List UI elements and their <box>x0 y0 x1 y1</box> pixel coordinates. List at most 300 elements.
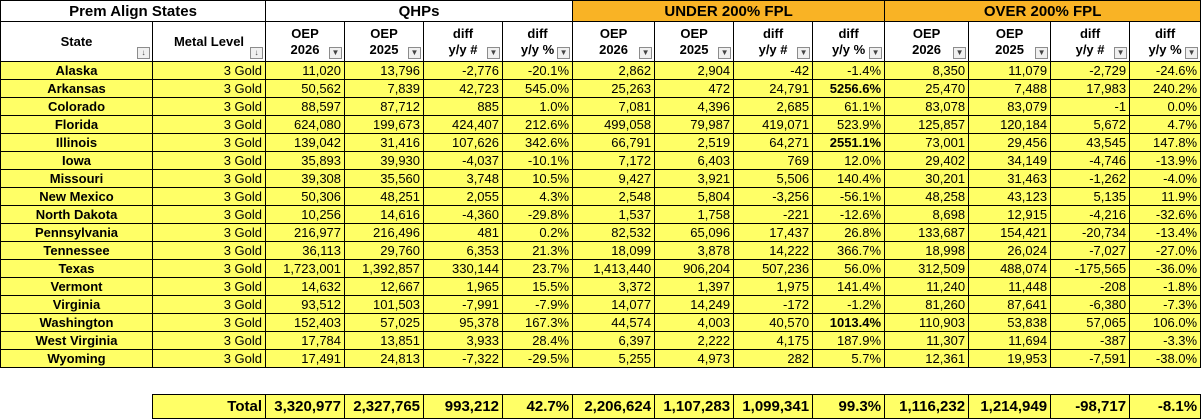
value-cell[interactable]: 769 <box>734 152 813 170</box>
empty-cell[interactable] <box>1051 368 1130 386</box>
empty-cell[interactable] <box>734 368 813 386</box>
state-cell[interactable]: Virginia <box>1 296 153 314</box>
value-cell[interactable]: 36,113 <box>266 242 345 260</box>
value-cell[interactable]: 167.3% <box>503 314 573 332</box>
metal-level-cell[interactable]: 3 Gold <box>153 134 266 152</box>
filter-dropdown-icon[interactable]: ▼ <box>1185 47 1198 59</box>
qhp-oep-2025-header[interactable] <box>345 22 424 62</box>
value-cell[interactable]: 5,804 <box>655 188 734 206</box>
value-cell[interactable]: 35,560 <box>345 170 424 188</box>
value-cell[interactable]: 14,249 <box>655 296 734 314</box>
value-cell[interactable]: -29.8% <box>503 206 573 224</box>
state-column-header[interactable] <box>1 22 153 62</box>
value-cell[interactable]: 88,597 <box>266 98 345 116</box>
value-cell[interactable]: 17,784 <box>266 332 345 350</box>
value-cell[interactable]: 15.5% <box>503 278 573 296</box>
value-cell[interactable]: 120,184 <box>969 116 1051 134</box>
metal-level-cell[interactable]: 3 Gold <box>153 260 266 278</box>
value-cell[interactable]: 39,930 <box>345 152 424 170</box>
value-cell[interactable]: 11,240 <box>885 278 969 296</box>
value-cell[interactable]: 83,078 <box>885 98 969 116</box>
value-cell[interactable]: 624,080 <box>266 116 345 134</box>
state-cell[interactable]: Illinois <box>1 134 153 152</box>
value-cell[interactable]: 1,975 <box>734 278 813 296</box>
qhp-oep-2026-header[interactable] <box>266 22 345 62</box>
value-cell[interactable]: 2,904 <box>655 62 734 80</box>
under-oep-2025-header[interactable] <box>655 22 734 62</box>
value-cell[interactable]: 6,353 <box>424 242 503 260</box>
value-cell[interactable]: 0.2% <box>503 224 573 242</box>
sheet-title[interactable]: Prem Align States <box>1 1 266 22</box>
value-cell[interactable]: 133,687 <box>885 224 969 242</box>
under-oep-2026-header[interactable] <box>573 22 655 62</box>
empty-cell[interactable] <box>424 368 503 386</box>
metal-level-cell[interactable]: 3 Gold <box>153 170 266 188</box>
state-cell[interactable]: North Dakota <box>1 206 153 224</box>
filter-dropdown-icon[interactable]: ↓ <box>137 47 150 59</box>
filter-dropdown-icon[interactable]: ▼ <box>718 47 731 59</box>
value-cell[interactable]: 9,427 <box>573 170 655 188</box>
value-cell[interactable]: 12,915 <box>969 206 1051 224</box>
value-cell[interactable]: 240.2% <box>1130 80 1201 98</box>
value-cell[interactable]: 43,545 <box>1051 134 1130 152</box>
value-cell[interactable]: 330,144 <box>424 260 503 278</box>
value-cell[interactable]: 424,407 <box>424 116 503 134</box>
value-cell[interactable]: 1,758 <box>655 206 734 224</box>
empty-cell[interactable] <box>885 368 969 386</box>
value-cell[interactable]: 140.4% <box>813 170 885 188</box>
total-value-cell[interactable]: 1,099,341 <box>734 395 813 419</box>
filter-dropdown-icon[interactable]: ▼ <box>408 47 421 59</box>
value-cell[interactable]: 4.3% <box>503 188 573 206</box>
value-cell[interactable]: 1013.4% <box>813 314 885 332</box>
metal-level-column-header[interactable] <box>153 22 266 62</box>
value-cell[interactable]: -7.9% <box>503 296 573 314</box>
value-cell[interactable]: 3,372 <box>573 278 655 296</box>
value-cell[interactable]: 24,791 <box>734 80 813 98</box>
state-cell[interactable]: Arkansas <box>1 80 153 98</box>
metal-level-cell[interactable]: 3 Gold <box>153 278 266 296</box>
value-cell[interactable]: 11,307 <box>885 332 969 350</box>
value-cell[interactable]: 5,135 <box>1051 188 1130 206</box>
value-cell[interactable]: 82,532 <box>573 224 655 242</box>
value-cell[interactable]: 2,519 <box>655 134 734 152</box>
value-cell[interactable]: 35,893 <box>266 152 345 170</box>
metal-level-cell[interactable]: 3 Gold <box>153 224 266 242</box>
value-cell[interactable]: 199,673 <box>345 116 424 134</box>
filter-dropdown-icon[interactable]: ▼ <box>329 47 342 59</box>
value-cell[interactable]: 73,001 <box>885 134 969 152</box>
value-cell[interactable]: 10.5% <box>503 170 573 188</box>
value-cell[interactable]: 44,574 <box>573 314 655 332</box>
value-cell[interactable]: -13.4% <box>1130 224 1201 242</box>
value-cell[interactable]: -1,262 <box>1051 170 1130 188</box>
value-cell[interactable]: 212.6% <box>503 116 573 134</box>
value-cell[interactable]: 472 <box>655 80 734 98</box>
value-cell[interactable]: 17,491 <box>266 350 345 368</box>
value-cell[interactable]: 29,456 <box>969 134 1051 152</box>
value-cell[interactable]: 107,626 <box>424 134 503 152</box>
state-cell[interactable]: Colorado <box>1 98 153 116</box>
value-cell[interactable]: 18,099 <box>573 242 655 260</box>
value-cell[interactable]: 14,222 <box>734 242 813 260</box>
over-diff-yy-pct-header-label: diff <box>1154 25 1176 41</box>
state-cell[interactable]: Florida <box>1 116 153 134</box>
value-cell[interactable]: 5,672 <box>1051 116 1130 134</box>
empty-cell[interactable] <box>1130 368 1201 386</box>
filter-dropdown-icon[interactable]: ▼ <box>487 47 500 59</box>
empty-cell[interactable] <box>655 368 734 386</box>
empty-cell[interactable] <box>969 368 1051 386</box>
total-label[interactable]: Total <box>153 395 266 419</box>
value-cell[interactable]: 523.9% <box>813 116 885 134</box>
value-cell[interactable]: 57,025 <box>345 314 424 332</box>
value-cell[interactable]: 419,071 <box>734 116 813 134</box>
value-cell[interactable]: 13,796 <box>345 62 424 80</box>
value-cell[interactable]: 50,562 <box>266 80 345 98</box>
value-cell[interactable]: 57,065 <box>1051 314 1130 332</box>
value-cell[interactable]: 282 <box>734 350 813 368</box>
value-cell[interactable]: 545.0% <box>503 80 573 98</box>
value-cell[interactable]: 48,258 <box>885 188 969 206</box>
value-cell[interactable]: 7,839 <box>345 80 424 98</box>
value-cell[interactable]: -4,216 <box>1051 206 1130 224</box>
empty-cell[interactable] <box>345 368 424 386</box>
value-cell[interactable]: 7,172 <box>573 152 655 170</box>
value-cell[interactable]: 312,509 <box>885 260 969 278</box>
qhp-diff-yy-pct-header[interactable] <box>503 22 573 62</box>
over-200-fpl-group-header[interactable]: OVER 200% FPL <box>885 1 1201 22</box>
value-cell[interactable]: 83,079 <box>969 98 1051 116</box>
value-cell[interactable]: 1,397 <box>655 278 734 296</box>
value-cell[interactable]: -42 <box>734 62 813 80</box>
value-cell[interactable]: 87,712 <box>345 98 424 116</box>
empty-cell[interactable] <box>573 368 655 386</box>
value-cell[interactable]: 5256.6% <box>813 80 885 98</box>
empty-cell[interactable] <box>813 368 885 386</box>
value-cell[interactable]: 66,791 <box>573 134 655 152</box>
value-cell[interactable]: 7,488 <box>969 80 1051 98</box>
value-cell[interactable]: 93,512 <box>266 296 345 314</box>
metal-level-cell[interactable]: 3 Gold <box>153 62 266 80</box>
value-cell[interactable]: 4,973 <box>655 350 734 368</box>
value-cell[interactable]: 481 <box>424 224 503 242</box>
value-cell[interactable]: 21.3% <box>503 242 573 260</box>
value-cell[interactable]: 8,350 <box>885 62 969 80</box>
value-cell[interactable]: -4,360 <box>424 206 503 224</box>
value-cell[interactable]: 29,760 <box>345 242 424 260</box>
metal-level-cell[interactable]: 3 Gold <box>153 98 266 116</box>
value-cell[interactable]: 2551.1% <box>813 134 885 152</box>
value-cell[interactable]: 342.6% <box>503 134 573 152</box>
over-diff-yy-pct-header[interactable] <box>1130 22 1201 62</box>
metal-level-cell[interactable]: 3 Gold <box>153 206 266 224</box>
filter-dropdown-icon[interactable]: ▼ <box>557 47 570 59</box>
over-oep-2025-header[interactable] <box>969 22 1051 62</box>
value-cell[interactable]: 3,878 <box>655 242 734 260</box>
value-cell[interactable]: 2,055 <box>424 188 503 206</box>
value-cell[interactable]: -7,991 <box>424 296 503 314</box>
empty-cell[interactable] <box>1 368 153 386</box>
value-cell[interactable]: 64,271 <box>734 134 813 152</box>
value-cell[interactable]: 216,496 <box>345 224 424 242</box>
value-cell[interactable]: 2,685 <box>734 98 813 116</box>
value-cell[interactable]: 1,537 <box>573 206 655 224</box>
value-cell[interactable]: 5,255 <box>573 350 655 368</box>
value-cell[interactable]: 2,548 <box>573 188 655 206</box>
value-cell[interactable]: 40,570 <box>734 314 813 332</box>
empty-cell[interactable] <box>153 368 266 386</box>
value-cell[interactable]: 2,862 <box>573 62 655 80</box>
state-cell[interactable]: West Virginia <box>1 332 153 350</box>
value-cell[interactable]: 4,396 <box>655 98 734 116</box>
total-value-cell[interactable]: -98,717 <box>1051 395 1130 419</box>
value-cell[interactable]: 0.0% <box>1130 98 1201 116</box>
value-cell[interactable]: 1,413,440 <box>573 260 655 278</box>
metal-level-cell[interactable]: 3 Gold <box>153 80 266 98</box>
value-cell[interactable]: 7,081 <box>573 98 655 116</box>
value-cell[interactable]: 87,641 <box>969 296 1051 314</box>
value-cell[interactable]: 3,933 <box>424 332 503 350</box>
under-diff-yy-pct-header[interactable] <box>813 22 885 62</box>
filter-dropdown-icon[interactable]: ▼ <box>953 47 966 59</box>
value-cell[interactable]: 39,308 <box>266 170 345 188</box>
state-cell[interactable]: Alaska <box>1 62 153 80</box>
value-cell[interactable]: 4,175 <box>734 332 813 350</box>
value-cell[interactable]: -29.5% <box>503 350 573 368</box>
filter-dropdown-icon[interactable]: ↓ <box>250 47 263 59</box>
value-cell[interactable]: -221 <box>734 206 813 224</box>
value-cell[interactable]: -12.6% <box>813 206 885 224</box>
total-value-cell[interactable]: 3,320,977 <box>266 395 345 419</box>
value-cell[interactable]: 31,416 <box>345 134 424 152</box>
value-cell[interactable]: 154,421 <box>969 224 1051 242</box>
value-cell[interactable]: 43,123 <box>969 188 1051 206</box>
value-cell[interactable]: 885 <box>424 98 503 116</box>
under-diff-yy-num-header[interactable] <box>734 22 813 62</box>
state-cell[interactable]: Missouri <box>1 170 153 188</box>
value-cell[interactable]: 3,748 <box>424 170 503 188</box>
state-cell[interactable]: Wyoming <box>1 350 153 368</box>
state-cell[interactable]: Tennessee <box>1 242 153 260</box>
value-cell[interactable]: 17,437 <box>734 224 813 242</box>
value-cell[interactable]: 216,977 <box>266 224 345 242</box>
value-cell[interactable]: 34,149 <box>969 152 1051 170</box>
filter-dropdown-icon[interactable]: ▼ <box>639 47 652 59</box>
value-cell[interactable]: 139,042 <box>266 134 345 152</box>
value-cell[interactable]: 147.8% <box>1130 134 1201 152</box>
total-value-cell[interactable]: 2,206,624 <box>573 395 655 419</box>
value-cell[interactable]: 50,306 <box>266 188 345 206</box>
value-cell[interactable]: 106.0% <box>1130 314 1201 332</box>
value-cell[interactable]: 187.9% <box>813 332 885 350</box>
value-cell[interactable]: -38.0% <box>1130 350 1201 368</box>
metal-level-cell[interactable]: 3 Gold <box>153 116 266 134</box>
value-cell[interactable]: 48,251 <box>345 188 424 206</box>
value-cell[interactable]: 1.0% <box>503 98 573 116</box>
state-cell[interactable]: Pennsylvania <box>1 224 153 242</box>
value-cell[interactable]: 25,263 <box>573 80 655 98</box>
total-value-cell[interactable]: 99.3% <box>813 395 885 419</box>
metal-level-cell[interactable]: 3 Gold <box>153 152 266 170</box>
value-cell[interactable]: -4,037 <box>424 152 503 170</box>
value-cell[interactable]: -7,027 <box>1051 242 1130 260</box>
empty-cell <box>734 386 813 395</box>
value-cell[interactable]: 366.7% <box>813 242 885 260</box>
state-cell[interactable]: Iowa <box>1 152 153 170</box>
value-cell[interactable]: 3,921 <box>655 170 734 188</box>
total-value-cell[interactable]: 1,116,232 <box>885 395 969 419</box>
state-cell[interactable]: Vermont <box>1 278 153 296</box>
value-cell[interactable]: 5,506 <box>734 170 813 188</box>
value-cell[interactable]: 11,448 <box>969 278 1051 296</box>
value-cell[interactable]: 14,077 <box>573 296 655 314</box>
value-cell[interactable]: 5.7% <box>813 350 885 368</box>
value-cell[interactable]: 81,260 <box>885 296 969 314</box>
value-cell[interactable]: -3,256 <box>734 188 813 206</box>
value-cell[interactable]: 12,667 <box>345 278 424 296</box>
value-cell[interactable]: 42,723 <box>424 80 503 98</box>
value-cell[interactable]: 11,079 <box>969 62 1051 80</box>
value-cell[interactable]: 53,838 <box>969 314 1051 332</box>
value-cell[interactable]: -175,565 <box>1051 260 1130 278</box>
value-cell[interactable]: 23.7% <box>503 260 573 278</box>
value-cell[interactable]: 65,096 <box>655 224 734 242</box>
value-cell[interactable]: -20.1% <box>503 62 573 80</box>
value-cell[interactable]: 11,020 <box>266 62 345 80</box>
value-cell[interactable]: -36.0% <box>1130 260 1201 278</box>
value-cell[interactable]: -13.9% <box>1130 152 1201 170</box>
metal-level-cell[interactable]: 3 Gold <box>153 188 266 206</box>
value-cell[interactable]: 79,987 <box>655 116 734 134</box>
over-oep-2026-header[interactable] <box>885 22 969 62</box>
value-cell[interactable]: 28.4% <box>503 332 573 350</box>
total-value-cell[interactable]: 42.7% <box>503 395 573 419</box>
value-cell[interactable]: 95,378 <box>424 314 503 332</box>
value-cell[interactable]: 12.0% <box>813 152 885 170</box>
value-cell[interactable]: -2,776 <box>424 62 503 80</box>
value-cell[interactable]: -4.0% <box>1130 170 1201 188</box>
table-row <box>1 242 1201 260</box>
qhp-diff-yy-num-header[interactable] <box>424 22 503 62</box>
metal-level-cell[interactable]: 3 Gold <box>153 242 266 260</box>
value-cell[interactable]: 488,074 <box>969 260 1051 278</box>
metal-level-cell[interactable]: 3 Gold <box>153 314 266 332</box>
value-cell[interactable]: -7,322 <box>424 350 503 368</box>
over-diff-yy-num-header[interactable] <box>1051 22 1130 62</box>
metal-level-cell[interactable]: 3 Gold <box>153 296 266 314</box>
filter-dropdown-icon[interactable]: ▼ <box>1035 47 1048 59</box>
value-cell[interactable]: 2,222 <box>655 332 734 350</box>
metal-level-cell[interactable]: 3 Gold <box>153 332 266 350</box>
qhps-group-header[interactable]: QHPs <box>266 1 573 22</box>
state-cell[interactable]: New Mexico <box>1 188 153 206</box>
value-cell[interactable]: 4.7% <box>1130 116 1201 134</box>
value-cell[interactable]: 1,392,857 <box>345 260 424 278</box>
total-value-cell[interactable]: 993,212 <box>424 395 503 419</box>
value-cell[interactable]: 101,503 <box>345 296 424 314</box>
value-cell[interactable]: -10.1% <box>503 152 573 170</box>
value-cell[interactable]: 10,256 <box>266 206 345 224</box>
value-cell[interactable]: -32.6% <box>1130 206 1201 224</box>
value-cell[interactable]: -7.3% <box>1130 296 1201 314</box>
value-cell[interactable]: 12,361 <box>885 350 969 368</box>
total-value-cell[interactable]: 2,327,765 <box>345 395 424 419</box>
value-cell[interactable]: 61.1% <box>813 98 885 116</box>
empty-cell[interactable] <box>503 368 573 386</box>
empty-cell[interactable] <box>266 368 345 386</box>
value-cell[interactable]: 1,965 <box>424 278 503 296</box>
value-cell[interactable]: -1 <box>1051 98 1130 116</box>
value-cell[interactable]: -7,591 <box>1051 350 1130 368</box>
value-cell[interactable]: -6,380 <box>1051 296 1130 314</box>
value-cell[interactable]: 26,024 <box>969 242 1051 260</box>
value-cell[interactable]: 29,402 <box>885 152 969 170</box>
value-cell[interactable]: 17,983 <box>1051 80 1130 98</box>
total-value-cell[interactable]: -8.1% <box>1130 395 1201 419</box>
value-cell[interactable]: 152,403 <box>266 314 345 332</box>
value-cell[interactable]: 141.4% <box>813 278 885 296</box>
value-cell[interactable]: -2,729 <box>1051 62 1130 80</box>
value-cell[interactable]: 6,403 <box>655 152 734 170</box>
value-cell[interactable]: 11.9% <box>1130 188 1201 206</box>
under-200-fpl-group-header[interactable]: UNDER 200% FPL <box>573 1 885 22</box>
value-cell[interactable]: -56.1% <box>813 188 885 206</box>
value-cell[interactable]: 18,998 <box>885 242 969 260</box>
value-cell[interactable]: -27.0% <box>1130 242 1201 260</box>
value-cell[interactable]: 11,694 <box>969 332 1051 350</box>
value-cell[interactable]: 14,632 <box>266 278 345 296</box>
value-cell[interactable]: -1.4% <box>813 62 885 80</box>
filter-dropdown-icon[interactable]: ▼ <box>797 47 810 59</box>
value-cell[interactable]: 26.8% <box>813 224 885 242</box>
value-cell[interactable]: -1.2% <box>813 296 885 314</box>
value-cell[interactable]: 499,058 <box>573 116 655 134</box>
value-cell[interactable]: -24.6% <box>1130 62 1201 80</box>
value-cell[interactable]: 1,723,001 <box>266 260 345 278</box>
value-cell[interactable]: -1.8% <box>1130 278 1201 296</box>
value-cell[interactable]: 6,397 <box>573 332 655 350</box>
value-cell[interactable]: 125,857 <box>885 116 969 134</box>
value-cell[interactable]: 507,236 <box>734 260 813 278</box>
value-cell[interactable]: -387 <box>1051 332 1130 350</box>
value-cell[interactable]: -208 <box>1051 278 1130 296</box>
value-cell[interactable]: 906,204 <box>655 260 734 278</box>
total-value-cell[interactable]: 1,214,949 <box>969 395 1051 419</box>
value-cell[interactable]: 24,813 <box>345 350 424 368</box>
state-cell[interactable]: Texas <box>1 260 153 278</box>
value-cell[interactable]: 8,698 <box>885 206 969 224</box>
value-cell[interactable]: 19,953 <box>969 350 1051 368</box>
value-cell[interactable]: 25,470 <box>885 80 969 98</box>
value-cell[interactable]: 4,003 <box>655 314 734 332</box>
value-cell[interactable]: 14,616 <box>345 206 424 224</box>
value-cell[interactable]: 56.0% <box>813 260 885 278</box>
value-cell[interactable]: -20,734 <box>1051 224 1130 242</box>
filter-dropdown-icon[interactable]: ▼ <box>869 47 882 59</box>
value-cell[interactable]: 30,201 <box>885 170 969 188</box>
state-cell[interactable]: Washington <box>1 314 153 332</box>
filter-dropdown-icon[interactable]: ▼ <box>1114 47 1127 59</box>
value-cell[interactable]: -4,746 <box>1051 152 1130 170</box>
value-cell[interactable]: 13,851 <box>345 332 424 350</box>
metal-level-cell[interactable]: 3 Gold <box>153 350 266 368</box>
value-cell[interactable]: 31,463 <box>969 170 1051 188</box>
total-value-cell[interactable]: 1,107,283 <box>655 395 734 419</box>
value-cell[interactable]: -3.3% <box>1130 332 1201 350</box>
value-cell[interactable]: 110,903 <box>885 314 969 332</box>
value-cell[interactable]: -172 <box>734 296 813 314</box>
